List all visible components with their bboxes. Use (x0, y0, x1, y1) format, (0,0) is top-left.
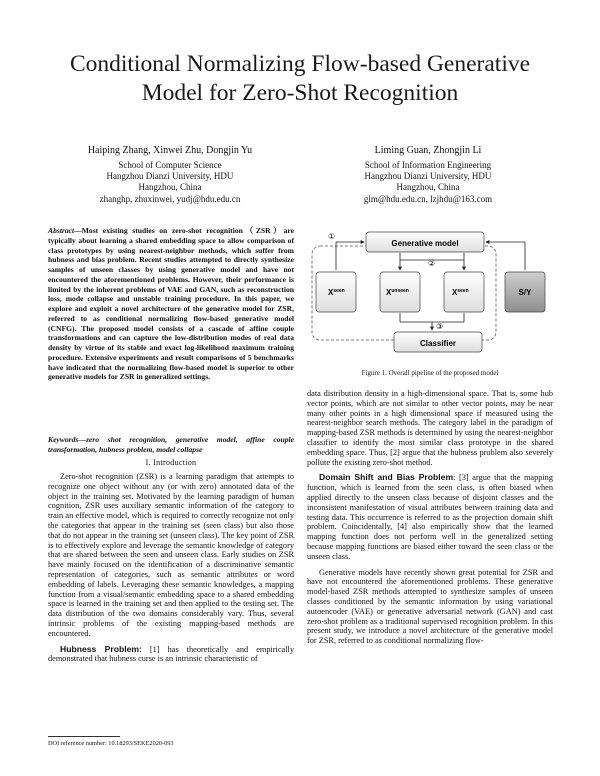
hubness-continued-paragraph: data distribution density in a high-dimensional space. That is, some hub vector points, which are not similar to other vector points, may be near many other points in a high dimensional space if measured using the nearest-neighbor search methods. The category label in the paradigm of mapping-based ZSR methods is determined by using the nearest-neighbor classifier to identify the most similar class prototype in the shared embedding space. Thus, [2] argue that the hubness problem also severely pollute the existing zero-shot method. (307, 389, 553, 467)
author-block-right (318, 144, 538, 205)
author-university: Hangzhou Dianzi University, HDU (364, 171, 492, 182)
abstract-text: —Most existing studies on zero-shot recognition（ZSR）are typically about learning a shared embedding space to allow comparison of class prototypes by using nearest-neighbor methods, which suffer from hubness and bias problem. Recent studies attempted to directly synthesize samples of unseen classes by using generative model and have not encountered the aforementioned problems. However, their performance is limited by the inherent problems of VAE and GAN, such as reconstruction loss, mode collapse and unstable training procedure. In this paper, we explore and exploit a novel architecture of the generative model for ZSR, referred to as conditional normalizing flow-based generative model (CNFG). The proposed model consists of a cascade of affine couple transformations and can capture the low-distribution modes of real data density by virtue of its stable and exact log-likelihood maximum training procedure. Extensive experiments and result comparisons of 5 benchmarks have indicated that the normalizing flow-based model is superior to other generative models for ZSR in generalized settings. (48, 226, 294, 382)
author-city: Hangzhou, China (138, 182, 202, 193)
step-3-marker: ③ (436, 322, 444, 331)
title-line-2: Model for Zero-Shot Recognition (141, 80, 459, 106)
author-university: Hangzhou Dianzi University, HDU (106, 171, 234, 182)
hubness-label: Hubness Problem: (60, 643, 142, 654)
domain-shift-paragraph (307, 473, 553, 561)
author-block-left (60, 144, 280, 205)
hubness-text: [1] has theoretically and empirically demonstrated that hubness curse is an intrinsic characteristic of (48, 644, 294, 664)
classifier-label: Classifier (419, 339, 457, 348)
left-column-body (48, 472, 294, 670)
author-school: School of Computer Science (118, 160, 222, 170)
author-names: Haiping Zhang, Xinwei Zhu, Dongjin Yu (87, 145, 253, 156)
step-1-marker: ① (328, 232, 336, 241)
keywords-label: Keywords (48, 435, 79, 444)
generative-paragraph: Generative models have recently shown great potential for ZSR and have not encountered the aforementioned problems. These generative model-based ZSR methods attempted to synthesize samples of unseen classes conditioned by the semantic information by using variational autoencoder (VAE) or generative adversarial network (GAN) and cast zero-shot problem as a traditional supervised recognition problem. In this present study, we introduce a novel architecture of the generative model for ZSR, referred to as conditional normalizing flow- (307, 567, 553, 646)
figure-caption: Figure 1. Overall pipeline of the proposed model (361, 369, 499, 377)
author-names: Liming Guan, Zhongjin Li (374, 145, 482, 156)
footnote-rule (48, 736, 120, 737)
pipeline-diagram (308, 226, 553, 366)
author-city: Hangzhou, China (396, 182, 460, 193)
paper-title (40, 50, 560, 108)
x-unseen-label: $X^{unseen}$ (386, 288, 409, 297)
abstract-label: Abstract (48, 226, 75, 235)
domain-shift-text: : [3] argue that the mapping function, which is learned from the seen class, is often biased when applied directly to the unseen class because of disjoint classes and the inconsistent manifestation of visual attributes between training data and testing data. This occurrence is referred to as the projection domain shift problem. Coincidentally, [4] also empirically show that the learned mapping function does not perform well in the generalized setting because mapping functions are biased either toward the seen class or the unseen class. (307, 473, 553, 561)
doi-footer: DOI reference number: 10.18293/SEKE2020-093 (48, 740, 174, 747)
x-seen-right-label: $X^{seen}$ (452, 288, 469, 297)
intro-paragraph-1: Zero-shot recognition (ZSR) is a learning paradigm that attempts to recognize one object without any (or with zero) annotated data of the object in the training set. Motivated by the learning paradigm of human cognition, ZSR uses auxiliary semantic information of the category to train an effective model, which is required to correctly recognize not only the categories that appear in the training set (seen class) but also those that do not appear in the training set (unseen class). The key point of ZSR is to effectively explore and leverage the semantic knowledge of category that are shared between the seen and unseen class. Early studies on ZSR have mainly focused on the identification of a discriminative semantic representation of categories, such as semantic attributes or word embedding of labels. Leveraging these semantic knowledges, a mapping function from a visual/semantic embedding space to a shared embedding space is learned in the training set and then applied to the testing set. The data distribution of the two domains considerably vary. Thus, several intrinsic problems of the existing mapping-based methods are encountered. (48, 472, 294, 638)
title-line-1: Conditional Normalizing Flow-based Generative (69, 51, 531, 77)
step-2-marker: ② (428, 259, 436, 268)
abstract (48, 226, 294, 382)
hubness-paragraph (48, 645, 294, 665)
right-column-body (307, 389, 553, 652)
keywords-text: —zero shot recognition, generative model, affine couple transformation, hubness problem, model collapse (48, 435, 294, 454)
x-seen-left-label: $X^{seen}$ (328, 288, 345, 297)
sy-label: S/Y (518, 288, 532, 297)
author-email: zhanghp, zhuxinwei, yudj@hdu.edu.cn (99, 193, 241, 204)
author-email: glm@hdu.edu.cn, lzjhdu@163.com (363, 193, 493, 204)
generative-model-label: Generative model (391, 239, 459, 248)
domain-shift-label: Domain Shift and Bias Problem (319, 472, 454, 483)
author-school: School of Information Engineering (364, 160, 492, 170)
keywords (48, 435, 294, 455)
section-heading: I. Introduction (145, 458, 197, 467)
